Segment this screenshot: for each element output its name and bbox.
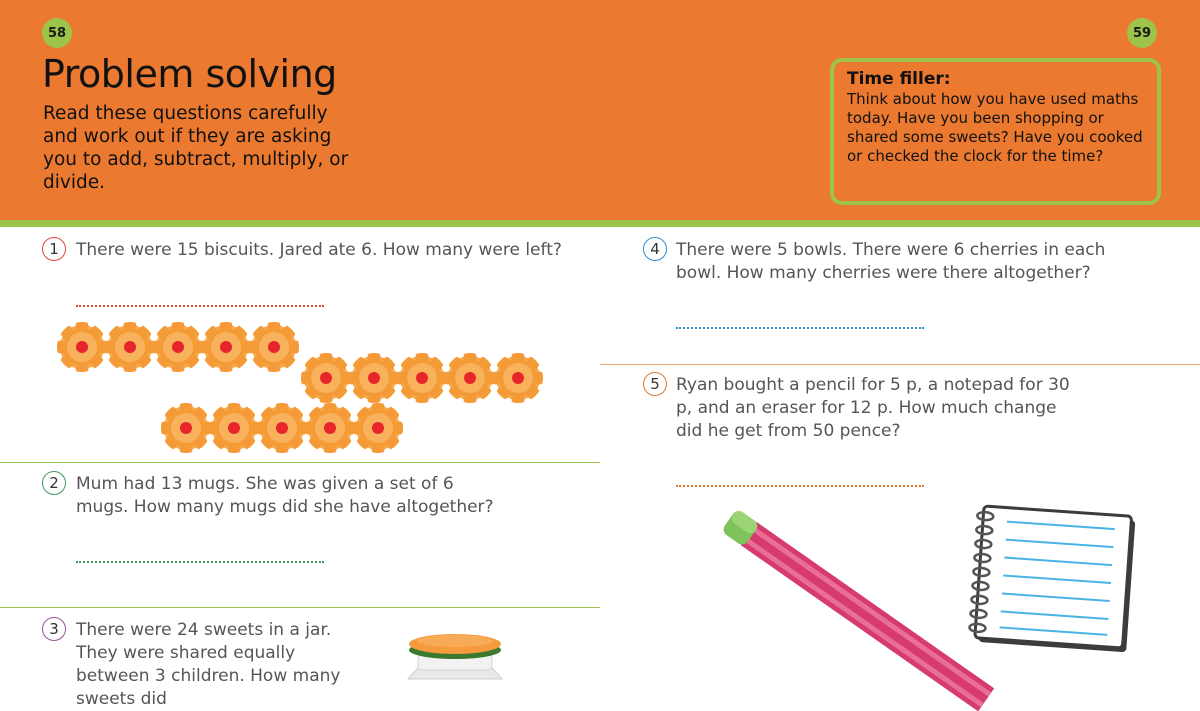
pencil-icon: [735, 525, 965, 679]
question-5-number: 5: [643, 372, 667, 396]
biscuit-jam: [464, 372, 476, 384]
biscuit-jam: [228, 422, 240, 434]
biscuit-icon: [204, 325, 248, 369]
time-filler-text: Think about how you have used maths today. Have you been shopping or shared some sweets? Have you cooked or checked the clock for the time?: [847, 90, 1143, 165]
biscuit-jam: [416, 372, 428, 384]
biscuit-jam: [220, 341, 232, 353]
question-4-text: There were 5 bowls. There were 6 cherries in each bowl. How many cherries were there altogether?: [676, 240, 1106, 283]
biscuit-icon: [400, 356, 444, 400]
biscuit-icon: [448, 356, 492, 400]
biscuit-jam: [368, 372, 380, 384]
question-5-text: Ryan bought a pencil for 5 p, a notepad for 30 p, and an eraser for 12 p. How much change did he get from 50 pence?: [676, 375, 1070, 441]
question-2-number: 2: [42, 471, 66, 495]
question-3-number: 3: [42, 617, 66, 641]
biscuit-jam: [172, 341, 184, 353]
biscuit-icon: [164, 406, 208, 450]
biscuit-jam: [512, 372, 524, 384]
question-1-text: There were 15 biscuits. Jared ate 6. How many were left?: [76, 240, 562, 260]
biscuit-icon: [252, 325, 296, 369]
question-4-answer-line[interactable]: [676, 327, 924, 329]
left-page-number: 58: [42, 18, 72, 48]
biscuit-icon: [496, 356, 540, 400]
biscuit-icon: [308, 406, 352, 450]
sweet-jar-icon: [400, 628, 510, 679]
biscuit-icon: [212, 406, 256, 450]
biscuit-jam: [324, 422, 336, 434]
biscuit-jam: [124, 341, 136, 353]
biscuit-jam: [372, 422, 384, 434]
biscuit-jam: [276, 422, 288, 434]
biscuit-icon: [60, 325, 104, 369]
biscuit-jam: [76, 341, 88, 353]
divider-2: [0, 607, 600, 608]
divider-3: [600, 364, 1200, 365]
question-1-number: 1: [42, 237, 66, 261]
notepad-icon: [965, 505, 1140, 655]
question-2-text: Mum had 13 mugs. She was given a set of 6 mugs. How many mugs did she have altogether?: [76, 474, 494, 517]
page-title: Problem solving: [42, 52, 337, 96]
intro-text: Read these questions carefully and work out if they are asking you to add, subtract, multiply, or divide.: [43, 103, 349, 193]
biscuit-icon: [156, 325, 200, 369]
biscuit-jam: [268, 341, 280, 353]
header-rule: [0, 220, 1200, 227]
time-filler-title: Time filler:: [847, 69, 951, 89]
biscuit-jam: [320, 372, 332, 384]
biscuit-icon: [352, 356, 396, 400]
question-2-answer-line[interactable]: [76, 561, 324, 563]
biscuit-icon: [260, 406, 304, 450]
biscuit-jam: [180, 422, 192, 434]
question-3-text: There were 24 sweets in a jar. They were shared equally between 3 children. How many sweets did: [76, 620, 341, 709]
biscuit-icon: [356, 406, 400, 450]
right-page-number: 59: [1127, 18, 1157, 48]
time-filler-box: [830, 58, 1161, 205]
question-5-answer-line[interactable]: [676, 485, 924, 487]
question-1-answer-line[interactable]: [76, 305, 324, 307]
question-4-number: 4: [643, 237, 667, 261]
biscuit-icon: [108, 325, 152, 369]
biscuit-icon: [304, 356, 348, 400]
divider-1: [0, 462, 600, 463]
